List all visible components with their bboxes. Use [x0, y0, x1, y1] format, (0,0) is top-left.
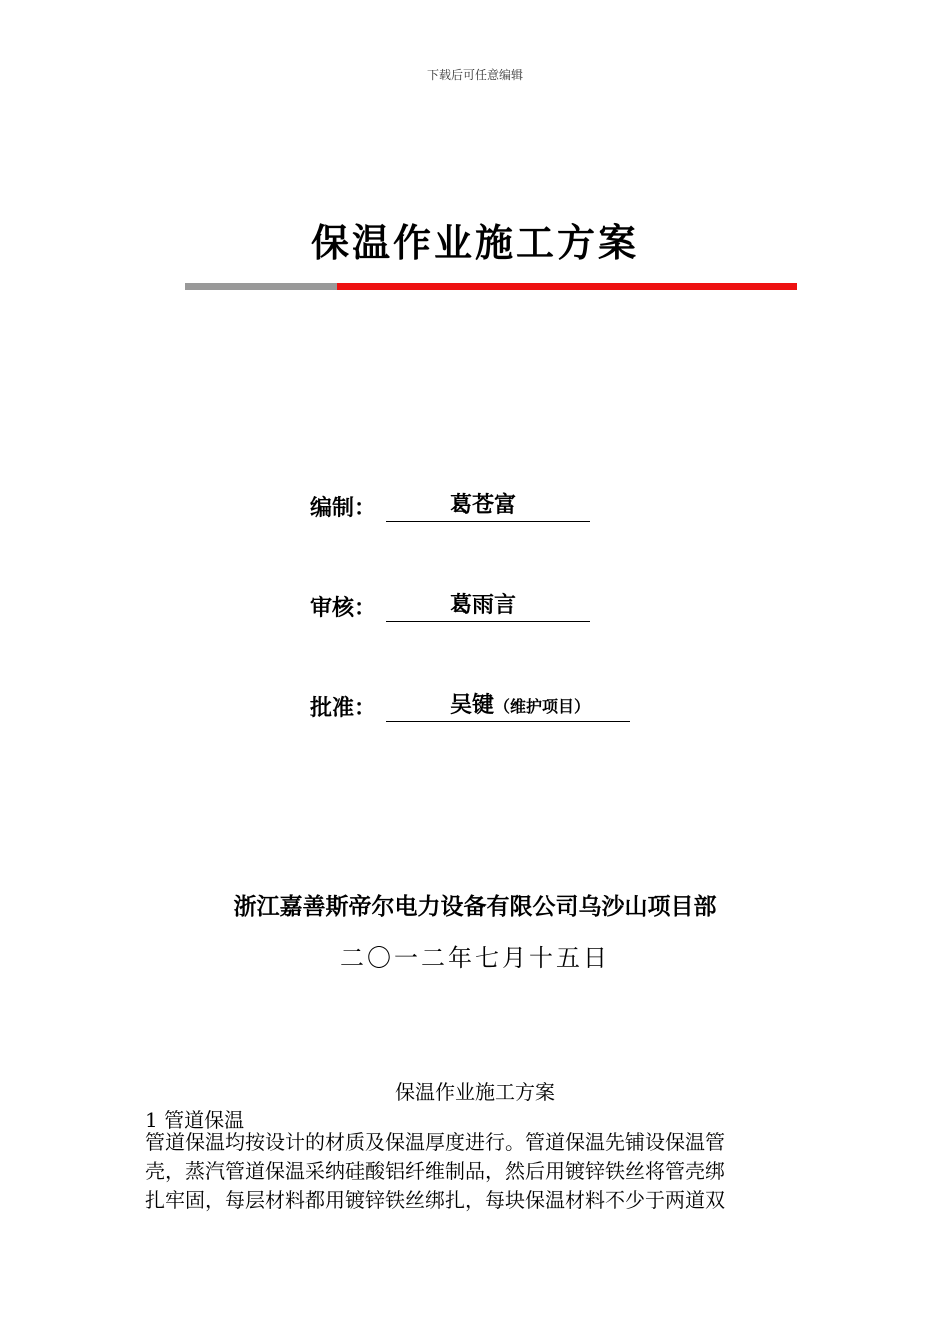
reviewer-name: 葛雨言: [386, 591, 590, 622]
body-paragraph: [145, 1128, 807, 1215]
reviewer-label: 审核：: [310, 596, 377, 621]
body-title: 保温作业施工方案: [395, 1080, 555, 1104]
paragraph-line: 管道保温均按设计的材质及保温厚度进行。管道保温先铺设保温管: [145, 1130, 725, 1154]
approver-name: 吴键: [450, 693, 495, 718]
compiler-row: [310, 488, 590, 522]
approver-field: [386, 691, 630, 722]
paragraph-line: 扎牢固，每层材料都用镀锌铁丝绑扎，每块保温材料不少于两道双: [145, 1188, 725, 1212]
cover-date: 二〇一二年七月十五日: [340, 944, 610, 972]
approver-note: （维护项目）: [494, 697, 591, 716]
header-note: 下载后可任意编辑: [426, 68, 523, 82]
title-rule: [185, 283, 797, 290]
compiler-name: 葛苍富: [386, 491, 590, 522]
title-rule-gray: [185, 283, 337, 290]
title-rule-red: [337, 283, 797, 290]
company-name: 浙江嘉善斯帝尔电力设备有限公司乌沙山项目部: [233, 894, 717, 920]
compiler-label: 编制：: [310, 496, 377, 521]
reviewer-row: [310, 588, 590, 622]
paragraph-line: 壳，蒸汽管道保温采纳硅酸铝纤维制品，然后用镀锌铁丝将管壳绑: [145, 1159, 725, 1183]
approver-label: 批准：: [310, 696, 377, 721]
document-title: 保温作业施工方案: [310, 220, 639, 265]
approver-row: [310, 688, 630, 722]
section-heading: 1 管道保温: [145, 1108, 245, 1132]
